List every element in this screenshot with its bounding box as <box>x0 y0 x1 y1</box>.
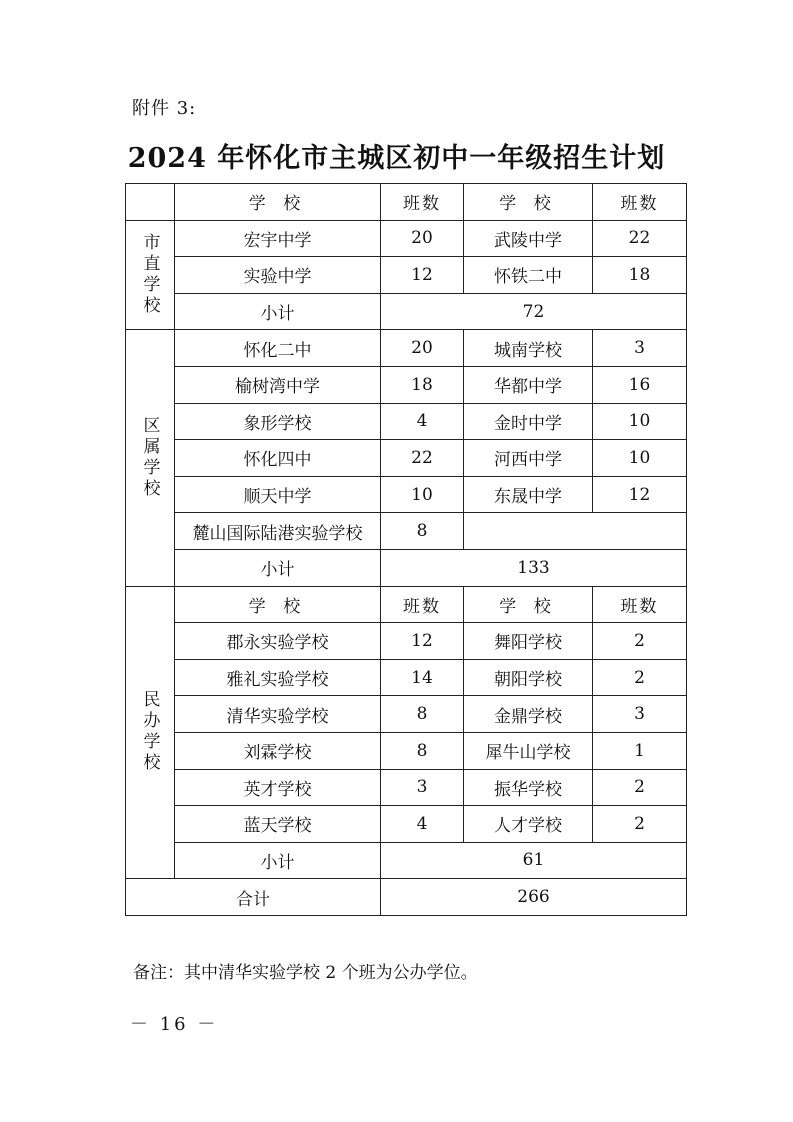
class-count: 8 <box>381 696 464 733</box>
class-count: 22 <box>593 220 687 257</box>
attachment-label: 附件 3: <box>132 98 197 119</box>
enrollment-plan-table <box>125 183 687 916</box>
table-row <box>126 257 687 294</box>
subtotal-row <box>126 549 687 586</box>
school-name: 英才学校 <box>175 769 381 806</box>
header-classes: 班数 <box>593 586 687 623</box>
total-label: 合计 <box>126 879 381 916</box>
subtotal-row <box>126 842 687 879</box>
school-name: 朝阳学校 <box>464 659 593 696</box>
class-count: 3 <box>593 330 687 367</box>
subtotal-value: 72 <box>381 293 687 330</box>
header-school: 学 校 <box>175 586 381 623</box>
school-name: 振华学校 <box>464 769 593 806</box>
header-school: 学 校 <box>175 184 381 221</box>
class-count: 2 <box>593 623 687 660</box>
school-name: 金时中学 <box>464 403 593 440</box>
class-count: 2 <box>593 806 687 843</box>
class-count: 18 <box>593 257 687 294</box>
header-school: 学 校 <box>464 184 593 221</box>
class-count: 20 <box>381 330 464 367</box>
header-blank-cell <box>126 184 175 221</box>
class-count: 8 <box>381 513 464 550</box>
class-count: 3 <box>381 769 464 806</box>
school-name: 麓山国际陆港实验学校 <box>175 513 381 550</box>
table-row <box>126 623 687 660</box>
total-value: 266 <box>381 879 687 916</box>
table-header-row <box>126 184 687 221</box>
class-count: 12 <box>381 257 464 294</box>
class-count: 4 <box>381 806 464 843</box>
class-count: 2 <box>593 659 687 696</box>
school-name: 怀化二中 <box>175 330 381 367</box>
class-count: 16 <box>593 366 687 403</box>
class-count: 10 <box>593 403 687 440</box>
school-name: 金鼎学校 <box>464 696 593 733</box>
school-name: 榆树湾中学 <box>175 366 381 403</box>
subtotal-label: 小计 <box>175 549 381 586</box>
class-count: 10 <box>593 440 687 477</box>
group-label-city-direct: 市直学校 <box>126 220 175 330</box>
school-name: 华都中学 <box>464 366 593 403</box>
total-row <box>126 879 687 916</box>
school-name: 雅礼实验学校 <box>175 659 381 696</box>
table-row <box>126 403 687 440</box>
table-row <box>126 220 687 257</box>
footnote: 备注：其中清华实验学校 2 个班为公办学位。 <box>133 963 478 983</box>
school-name: 顺天中学 <box>175 476 381 513</box>
school-name: 清华实验学校 <box>175 696 381 733</box>
table-row <box>126 330 687 367</box>
table-row <box>126 659 687 696</box>
school-name: 武陵中学 <box>464 220 593 257</box>
class-count: 10 <box>381 476 464 513</box>
class-count: 22 <box>381 440 464 477</box>
header-school: 学 校 <box>464 586 593 623</box>
school-name: 人才学校 <box>464 806 593 843</box>
class-count: 8 <box>381 732 464 769</box>
class-count: 12 <box>381 623 464 660</box>
header-classes: 班数 <box>593 184 687 221</box>
school-name: 刘霖学校 <box>175 732 381 769</box>
table-row <box>126 366 687 403</box>
table-row <box>126 476 687 513</box>
subtotal-label: 小计 <box>175 842 381 879</box>
class-count: 18 <box>381 366 464 403</box>
table-row <box>126 769 687 806</box>
table-row <box>126 732 687 769</box>
class-count: 12 <box>593 476 687 513</box>
school-name: 东晟中学 <box>464 476 593 513</box>
header-classes: 班数 <box>381 586 464 623</box>
group-label-private: 民办学校 <box>126 586 175 879</box>
school-name: 舞阳学校 <box>464 623 593 660</box>
school-name: 实验中学 <box>175 257 381 294</box>
school-name: 犀牛山学校 <box>464 732 593 769</box>
class-count: 1 <box>593 732 687 769</box>
subtotal-value: 61 <box>381 842 687 879</box>
header-classes: 班数 <box>381 184 464 221</box>
class-count: 20 <box>381 220 464 257</box>
school-name: 怀铁二中 <box>464 257 593 294</box>
class-count: 14 <box>381 659 464 696</box>
subtotal-label: 小计 <box>175 293 381 330</box>
class-count: 2 <box>593 769 687 806</box>
page-number: － 16 － <box>130 1014 219 1035</box>
subtotal-row <box>126 293 687 330</box>
school-name: 城南学校 <box>464 330 593 367</box>
group-label-district: 区属学校 <box>126 330 175 586</box>
school-name: 郡永实验学校 <box>175 623 381 660</box>
empty-cell <box>464 513 687 550</box>
school-name: 象形学校 <box>175 403 381 440</box>
subtotal-value: 133 <box>381 549 687 586</box>
school-name: 怀化四中 <box>175 440 381 477</box>
class-count: 4 <box>381 403 464 440</box>
table-row <box>126 440 687 477</box>
table-row <box>126 806 687 843</box>
school-name: 蓝天学校 <box>175 806 381 843</box>
table-row <box>126 696 687 733</box>
document-title: 2024 年怀化市主城区初中一年级招生计划 <box>127 143 666 174</box>
class-count: 3 <box>593 696 687 733</box>
table-row <box>126 513 687 550</box>
school-name: 河西中学 <box>464 440 593 477</box>
private-header-row <box>126 586 687 623</box>
school-name: 宏宇中学 <box>175 220 381 257</box>
